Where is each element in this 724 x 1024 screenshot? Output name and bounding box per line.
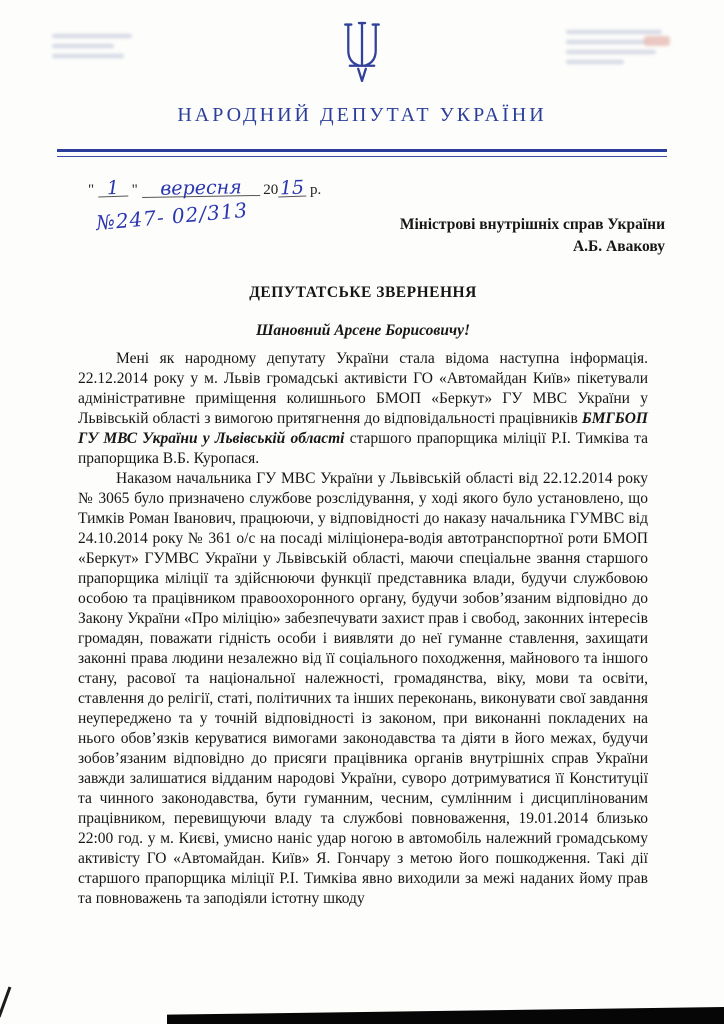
year-suffix: р. xyxy=(310,182,322,198)
quote-open: " xyxy=(88,182,95,198)
paragraph-1-emphasis: БМГБОП ГУ МВС України у Львівській області xyxy=(78,410,648,447)
letterhead-title: НАРОДНИЙ ДЕПУТАТ УКРАЇНИ xyxy=(177,104,547,126)
recipient-name: А.Б. Авакову xyxy=(572,238,665,255)
scan-artifact-red-mark xyxy=(644,36,670,46)
scan-artifact-line xyxy=(52,54,124,58)
scan-edge-mark xyxy=(0,986,11,1017)
scan-artifact-top-right xyxy=(566,24,666,70)
recipient-title: Міністрові внутрішніх справ України xyxy=(399,216,665,233)
quote-close: " xyxy=(131,182,138,198)
trident-icon xyxy=(339,20,385,84)
scan-artifact-line xyxy=(566,40,648,44)
handwritten-day: 1 xyxy=(98,179,129,197)
handwritten-doc-number: №247- 02/313 xyxy=(94,197,250,235)
scan-artifact-line xyxy=(52,34,132,38)
scan-artifact-line xyxy=(566,60,624,64)
letterhead-divider xyxy=(57,149,667,157)
salutation: Шановний Арсене Борисовичу! xyxy=(255,322,470,339)
scan-artifact-line xyxy=(566,30,662,34)
scan-artifact-top-left xyxy=(52,28,138,64)
handwritten-month: вересня xyxy=(141,179,259,198)
document-body xyxy=(78,349,648,909)
document-heading: ДЕПУТАТСЬКЕ ЗВЕРНЕННЯ xyxy=(249,284,477,301)
scan-edge-bar xyxy=(167,1007,724,1024)
handwritten-year: 15 xyxy=(279,176,305,200)
year-prefix: 20 xyxy=(263,182,279,198)
reference-block xyxy=(88,176,322,235)
scan-artifact-line xyxy=(52,44,114,48)
ukraine-trident-emblem xyxy=(339,20,385,89)
paragraph-2: Наказом начальника ГУ МВС України у Львівській області від 22.12.2014 року № 3065 було призначено службове розслідування, у ході якого було установлено, що Тимків Роман Іванович, працюючи, у відповідності до наказу начальника ГУМВС від 24.10.2014 року № 361 о/с на посаді міліціонера-водія автотранспортної роти БМОП «Беркут» ГУМВС України у Львівській області, маючи спеціальне звання старшого прапорщика міліції та здійснюючи функції представника влади, будучи службовою особою та працівником правоохоронного органу, будучи зобов’язаним відповідно до Закону України «Про міліцію» забезпечувати захист прав і свобод, законних інтересів громадян, поважати гідність особи і виявляти до неї гуманне ставлення, захищати законні права людини незалежно від її соціального походження, майнового та іншого стану, расової та національної належності, громадянства, віку, мови та освіти, ставлення до релігії, статі, політичних та інших переконань, виконувати свої завдання неупереджено та у точній відповідності із законом, при виконанні покладених на нього обов’язків керуватися вимогами законодавства та діяти в його межах, будучи зобов’язаним відповідно до присяги працівника органів внутрішніх справ України завжди залишатися відданим народові України, суворо дотримуватися її Конституції та чинного законодавства, бути гуманним, чесним, сумлінним і дисциплінованим працівником, перевищуючи владу та службові повноваження, 19.01.2014 близько 22:00 год. у м. Києві, умисно наніс удар ногою в автомобіль належний громадському активісту ГО «Автомайдан. Київ» Я. Гончару з метою його пошкодження. Такі дії старшого прапорщика міліції Р.І. Тимківа явно виходили за межі наданих йому прав та повноважень та заподіяли істотну шкоду xyxy=(78,470,648,907)
paragraph-1-text: Мені як народному депутату України стала відома наступна інформація. 22.12.2014 року у м. Львів громадські активісти ГО «Автомайдан Київ» пікетували адміністративне приміщення колишнього БМОП «Беркут» ГУ МВС України у Львівській області з вимогою притягнення до відповідальності працівників xyxy=(78,350,648,427)
paragraph-1-text-end: старшого прапорщика міліції Р.І. Тимківа та прапорщика В.Б. Куропася. xyxy=(78,430,648,467)
scan-artifact-line xyxy=(566,50,656,54)
paragraph-1 xyxy=(78,349,648,469)
recipient-block xyxy=(400,214,665,258)
